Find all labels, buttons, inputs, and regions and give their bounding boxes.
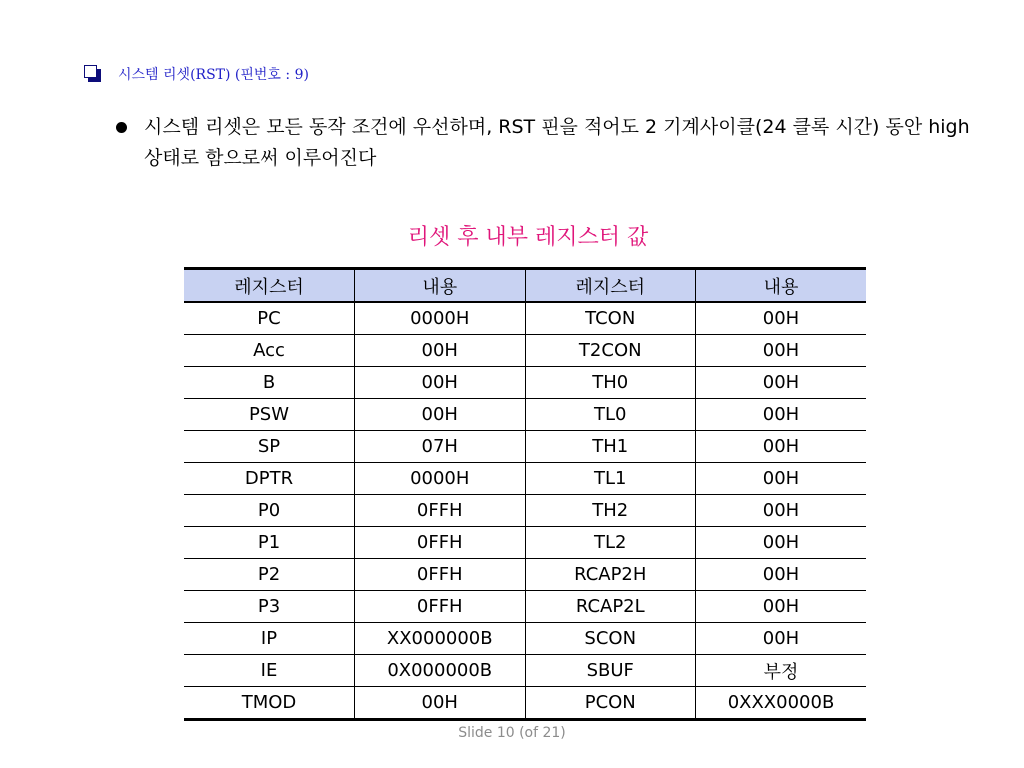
table-cell: T2CON xyxy=(525,335,696,367)
table-cell: TH2 xyxy=(525,495,696,527)
table-cell: 00H xyxy=(696,431,867,463)
table-cell: 0000H xyxy=(355,302,526,335)
table-body xyxy=(184,302,866,720)
table-cell: 0X000000B xyxy=(355,655,526,687)
table-cell: Acc xyxy=(184,335,355,367)
table-cell: 0FFH xyxy=(355,527,526,559)
header-cell: 내용 xyxy=(696,269,867,303)
section-heading xyxy=(84,64,309,84)
table-cell: IE xyxy=(184,655,355,687)
checkbox-bullet-icon xyxy=(84,65,102,83)
table-row xyxy=(184,591,866,623)
table-row xyxy=(184,687,866,720)
bullet-dot-icon xyxy=(116,122,127,133)
table-cell: 00H xyxy=(696,367,867,399)
table-cell: 0FFH xyxy=(355,591,526,623)
table-cell: XX000000B xyxy=(355,623,526,655)
register-table xyxy=(184,267,866,721)
header-cell: 레지스터 xyxy=(525,269,696,303)
table-row xyxy=(184,302,866,335)
table-cell: 부정 xyxy=(696,655,867,687)
table-cell: PCON xyxy=(525,687,696,720)
table-cell: TH0 xyxy=(525,367,696,399)
table-cell: B xyxy=(184,367,355,399)
table-cell: 00H xyxy=(355,367,526,399)
table-cell: 00H xyxy=(696,527,867,559)
table-cell: P0 xyxy=(184,495,355,527)
table-row xyxy=(184,463,866,495)
table-row xyxy=(184,559,866,591)
table-row xyxy=(184,367,866,399)
section-heading-text: 시스템 리셋(RST) (핀번호 : 9) xyxy=(118,67,309,83)
table-row xyxy=(184,399,866,431)
table-cell: 07H xyxy=(355,431,526,463)
table-cell: TL2 xyxy=(525,527,696,559)
table-row xyxy=(184,623,866,655)
table-cell: TL1 xyxy=(525,463,696,495)
table-cell: SBUF xyxy=(525,655,696,687)
table-row xyxy=(184,527,866,559)
table-cell: SP xyxy=(184,431,355,463)
table-cell: RCAP2L xyxy=(525,591,696,623)
table-cell: P3 xyxy=(184,591,355,623)
table-cell: TL0 xyxy=(525,399,696,431)
table-row xyxy=(184,655,866,687)
table-cell: DPTR xyxy=(184,463,355,495)
table-cell: 00H xyxy=(696,335,867,367)
table-cell: 00H xyxy=(355,399,526,431)
table-cell: IP xyxy=(184,623,355,655)
table-cell: PC xyxy=(184,302,355,335)
table-cell: 00H xyxy=(696,623,867,655)
table-cell: 00H xyxy=(696,495,867,527)
table-cell: P2 xyxy=(184,559,355,591)
table-cell: 00H xyxy=(355,687,526,720)
table-cell: TCON xyxy=(525,302,696,335)
table-cell: RCAP2H xyxy=(525,559,696,591)
table-cell: TH1 xyxy=(525,431,696,463)
table-header-row xyxy=(184,269,866,303)
table-cell: 00H xyxy=(696,559,867,591)
table-cell: PSW xyxy=(184,399,355,431)
table-cell: 0000H xyxy=(355,463,526,495)
table-cell: 00H xyxy=(355,335,526,367)
table-cell: SCON xyxy=(525,623,696,655)
table-cell: 00H xyxy=(696,463,867,495)
table-row xyxy=(184,335,866,367)
bullet-text: 시스템 리셋은 모든 동작 조건에 우선하며, RST 핀을 적어도 2 기계사이클(24 클록 시간) 동안 high 상태로 함으로써 이루어진다 xyxy=(144,116,970,169)
table-row xyxy=(184,495,866,527)
table-cell: 0XXX0000B xyxy=(696,687,867,720)
table-cell: 00H xyxy=(696,399,867,431)
table-cell: 00H xyxy=(696,302,867,335)
table-cell: TMOD xyxy=(184,687,355,720)
table-cell: 0FFH xyxy=(355,495,526,527)
table-title: 리셋 후 내부 레지스터 값 xyxy=(407,225,649,250)
table-cell: P1 xyxy=(184,527,355,559)
table-cell: 00H xyxy=(696,591,867,623)
bullet-paragraph xyxy=(116,112,996,174)
header-cell: 레지스터 xyxy=(184,269,355,303)
slide-footer: Slide 10 (of 21) xyxy=(458,725,566,741)
table-cell: 0FFH xyxy=(355,559,526,591)
table-row xyxy=(184,431,866,463)
header-cell: 내용 xyxy=(355,269,526,303)
